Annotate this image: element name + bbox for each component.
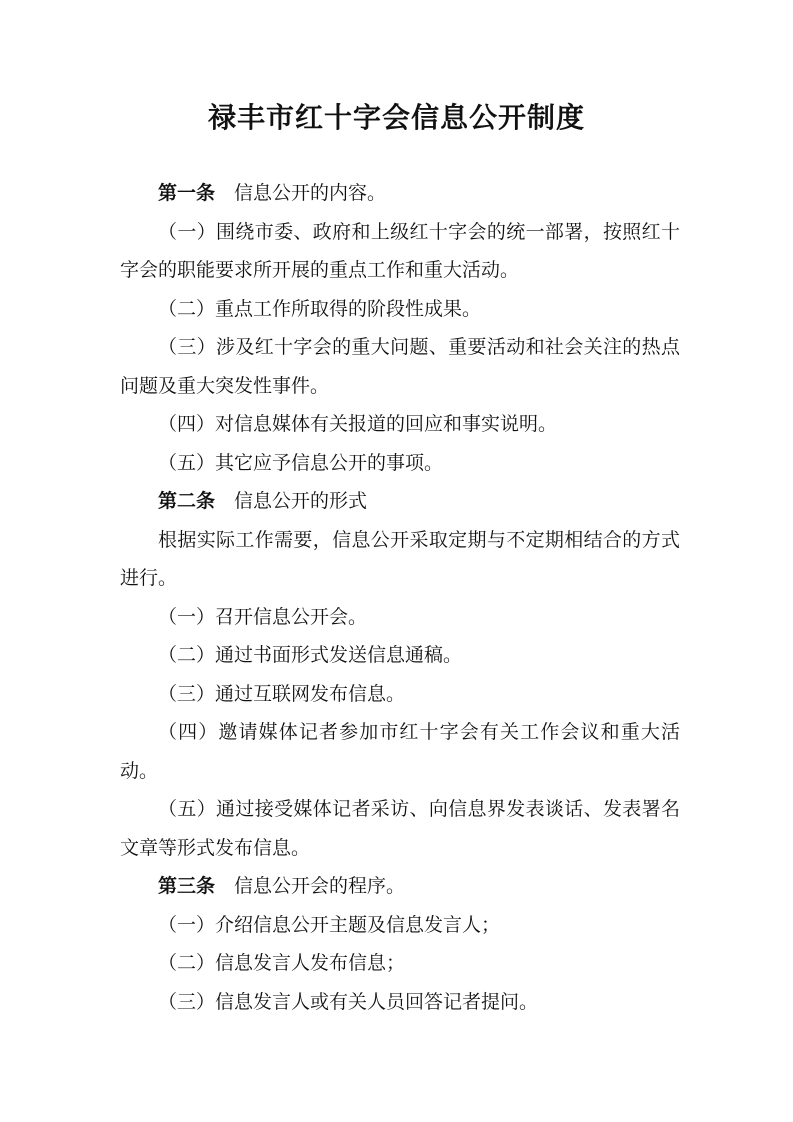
article-2-heading: 第二条 <box>158 490 216 512</box>
article-1-item-2: （二）重点工作所取得的阶段性成果。 <box>158 297 482 320</box>
article-2-item-5: （五）通过接受媒体记者采访、向信息界发表谈话、发表署名文章等形式发布信息。 <box>120 798 680 859</box>
article-2-item-2: （二）通过书面形式发送信息通稿。 <box>158 644 463 666</box>
article-3-heading-text: 信息公开会的程序。 <box>234 875 406 897</box>
article-2-intro: 根据实际工作需要，信息公开采取定期与不定期相结合的方式进行。 <box>120 528 680 589</box>
article-2-heading-text: 信息公开的形式 <box>234 490 368 512</box>
article-3-item-1: （一）介绍信息公开主题及信息发言人； <box>158 913 501 936</box>
article-3-item-2: （二）信息发言人发布信息； <box>158 952 406 974</box>
article-1-item-1: （一）围绕市委、政府和上级红十字会的统一部署，按照红十字会的职能要求所开展的重点工作和重大活动。 <box>120 220 680 281</box>
article-2-heading-line <box>120 482 680 521</box>
article-1-item-5: （五）其它应予信息公开的事项。 <box>158 451 444 474</box>
article-2-item-4: （四）邀请媒体记者参加市红十字会有关工作会议和重大活动。 <box>120 721 680 782</box>
article-3-heading: 第三条 <box>158 875 216 897</box>
article-2-item-1: （一）召开信息公开会。 <box>158 605 368 628</box>
article-3-heading-line <box>120 867 680 906</box>
document-body <box>120 174 680 1021</box>
article-1-item-4: （四）对信息媒体有关报道的回应和事实说明。 <box>158 413 558 435</box>
article-1-heading-text: 信息公开的内容。 <box>234 182 387 204</box>
article-1-heading: 第一条 <box>158 182 216 204</box>
article-1-item-3: （三）涉及红十字会的重大问题、重要活动和社会关注的热点问题及重大突发性事件。 <box>120 336 680 397</box>
article-1-heading-line <box>120 174 680 213</box>
article-2-item-3: （三）通过互联网发布信息。 <box>158 682 406 705</box>
article-3-item-3: （三）信息发言人或有关人员回答记者提问。 <box>158 990 539 1013</box>
document-title: 禄丰市红十字会信息公开制度 <box>207 101 585 134</box>
